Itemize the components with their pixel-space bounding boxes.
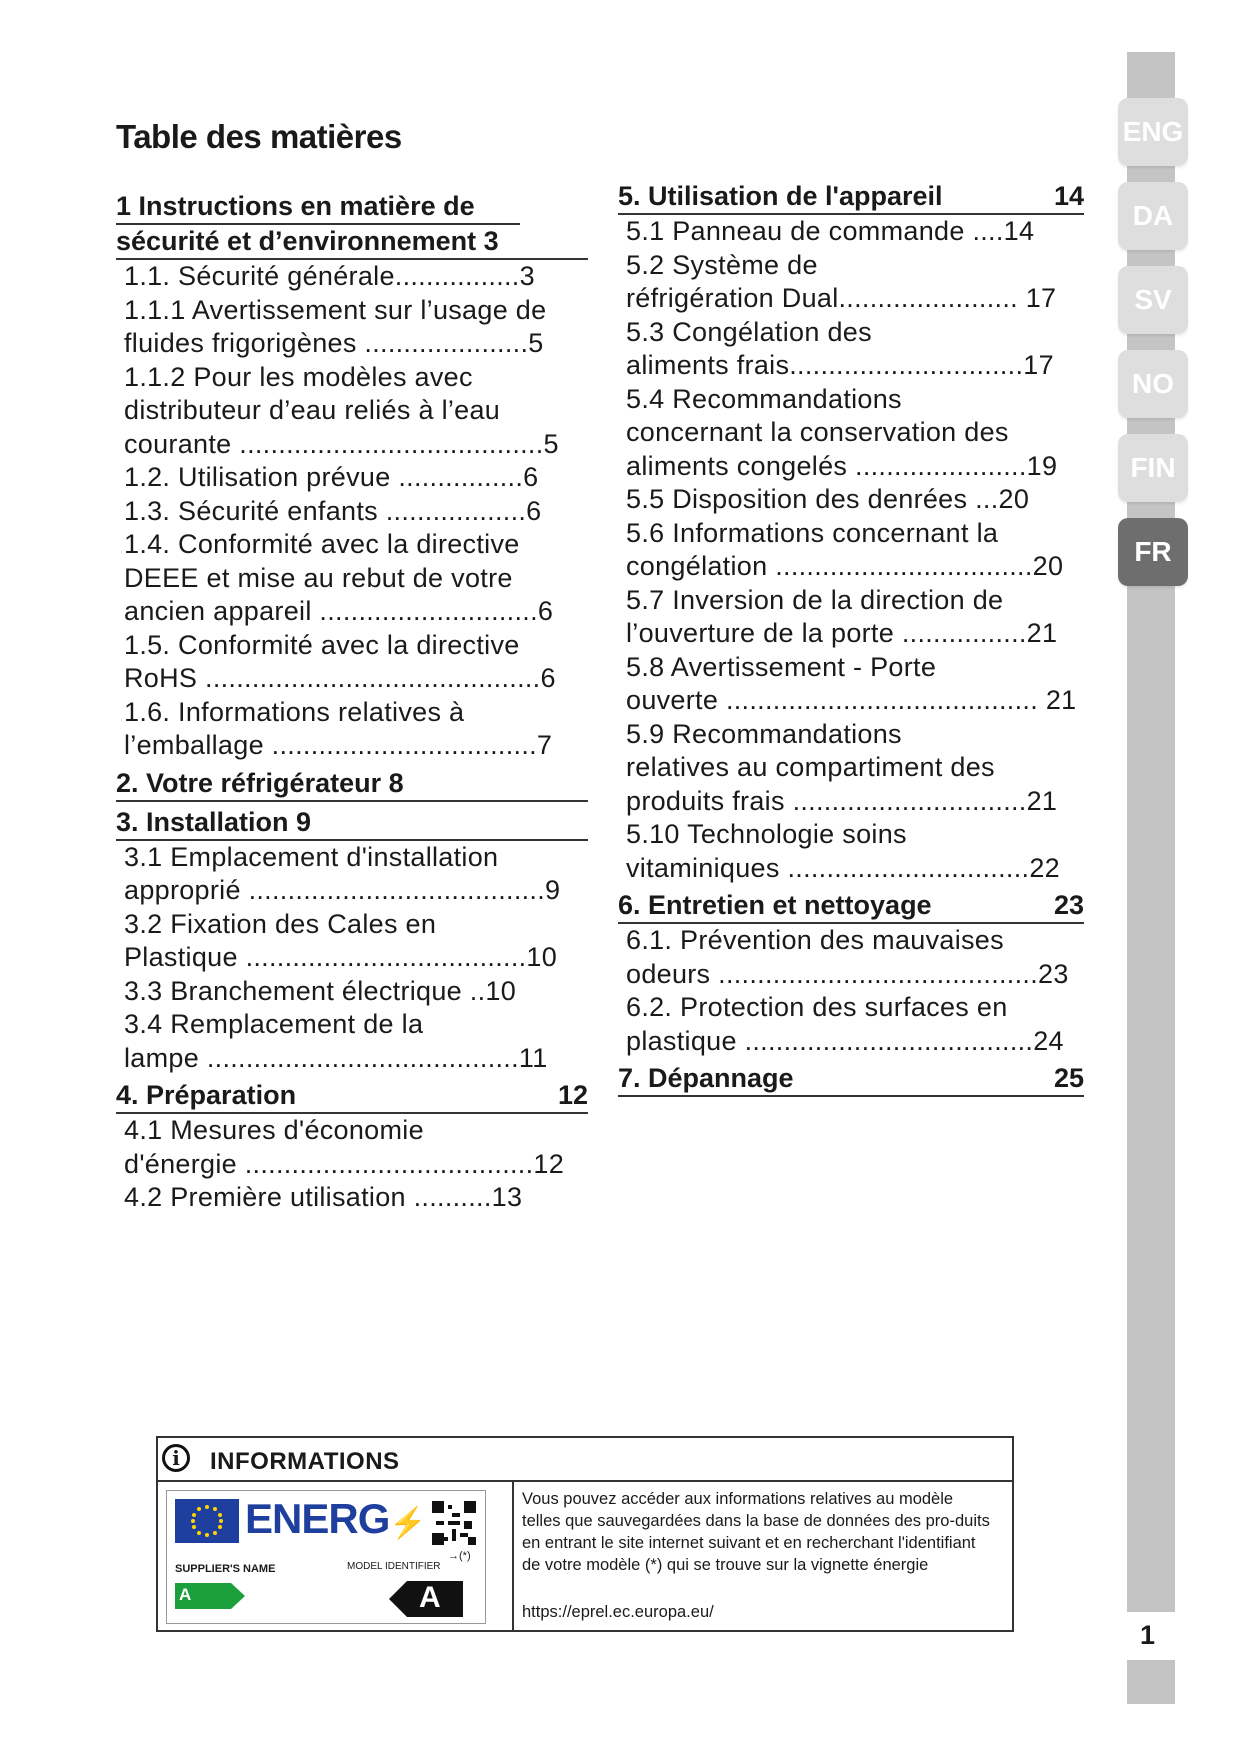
toc-right-column [618,176,1084,1097]
toc-entry[interactable]: 5.8 Avertissement - Porte [626,651,937,682]
toc-entry[interactable]: odeurs .........................................23 [626,958,1069,989]
info-header [158,1438,1012,1482]
energy-label-graphic [166,1490,486,1624]
toc-entry[interactable]: 5.9 Recommandations [626,718,902,749]
toc-entry[interactable]: 6.1. Prévention des mauvaises [626,925,1004,955]
toc-entry[interactable]: l’emballage ..................................7 [124,730,553,760]
toc-section-heading[interactable]: 1 Instructions en matière de [116,190,520,225]
energy-class-small: A [179,1585,192,1604]
toc-entry[interactable]: 1.2. Utilisation prévue ................6 [124,462,539,492]
toc-entry[interactable]: 1.5. Conformité avec la directive [124,629,520,660]
info-box [156,1436,1014,1632]
toc-section-heading[interactable] [618,889,1084,924]
toc-entry[interactable]: 5.5 Disposition des denrées ...20 [626,484,1030,514]
toc-entry[interactable]: 4.1 Mesures d'économie [124,1115,424,1145]
toc-entry[interactable]: 1.3. Sécurité enfants ..................6 [124,495,542,526]
toc-entry[interactable]: ancien appareil ............................6 [124,596,554,626]
toc-entry[interactable]: 5.7 Inversion de la direction de [626,584,1004,615]
page-number: 1 [1140,1620,1156,1650]
toc-entry[interactable]: 4.2 Première utilisation ..........13 [124,1182,523,1212]
energy-brand: ENERG⚡ [245,1495,426,1542]
toc-entry[interactable]: produits frais ..............................21 [626,785,1058,816]
info-divider [512,1482,514,1632]
toc-entry[interactable]: 1.4. Conformité avec la directive [124,529,520,559]
toc-section-label: 5. Utilisation de l'appareil [618,181,943,211]
toc-entry[interactable]: DEEE et mise au rebut de votre [124,562,513,593]
supplier-name-label: SUPPLIER'S NAME [175,1563,276,1575]
info-icon: i [162,1444,190,1472]
toc-section-label: 4. Préparation [116,1080,297,1110]
toc-entry[interactable]: relatives au compartiment des [626,752,995,782]
toc-entry[interactable]: l’ouverture de la porte ................21 [626,618,1058,648]
toc-section-heading[interactable] [116,767,588,802]
toc-section-page: 12 [557,1080,588,1110]
energy-class-big: A [419,1581,441,1614]
toc-entry[interactable]: 6.2. Protection des surfaces en [626,992,1008,1022]
toc-entry[interactable]: 1.1.2 Pour les modèles avec [124,361,473,392]
toc-left-column [116,190,588,1215]
info-description: Vous pouvez accéder aux informations relatives au modèle telles que sauvegardées dans la base de données des pro-duits en entrant le site internet suivant et en recherchant l'identifiant de votre modèle (*) qui se trouve sur la vignette énergie [522,1490,990,1574]
toc-entry[interactable]: 3.4 Remplacement de la [124,1009,424,1039]
toc-section-label: 6. Entretien et nettoyage [618,890,932,920]
toc-section-heading[interactable] [618,180,1084,215]
toc-entry[interactable]: 1.6. Informations relatives à [124,696,465,727]
toc-entry[interactable]: 1.1.1 Avertissement sur l’usage de [124,294,547,325]
toc-entry[interactable]: lampe ........................................11 [124,1042,548,1073]
language-tab-eng[interactable]: ENG [1118,98,1188,166]
eprel-link[interactable]: https://eprel.ec.europa.eu/ [522,1603,714,1621]
toc-section-heading[interactable] [116,1079,588,1114]
toc-section-label: 7. Dépannage [618,1063,794,1093]
model-identifier-label: MODEL IDENTIFIER [347,1561,441,1572]
toc-entry[interactable]: courante .......................................5 [124,428,559,459]
toc-entry[interactable]: vitaminiques ...............................22 [626,852,1060,883]
toc-section-label: 2. Votre réfrigérateur 8 [116,767,404,798]
toc-entry[interactable]: 5.1 Panneau de commande ....14 [626,216,1035,246]
toc-section-heading[interactable] [618,1062,1084,1097]
toc-entry[interactable]: 5.3 Congélation des [626,316,872,347]
language-tab-fin[interactable]: FIN [1118,434,1188,502]
toc-entry[interactable]: 3.3 Branchement électrique ..10 [124,975,517,1006]
model-star-marker: →(*) [448,1550,471,1562]
language-tab-no[interactable]: NO [1118,350,1188,418]
toc-entry[interactable]: plastique .....................................24 [626,1025,1064,1056]
toc-section-page: 23 [1053,890,1084,920]
language-tab-fr[interactable]: FR [1118,518,1188,586]
toc-entry[interactable]: d'énergie .....................................12 [124,1148,565,1179]
toc-entry[interactable]: approprié ......................................9 [124,875,561,905]
toc-entry[interactable]: 5.4 Recommandations [626,383,902,414]
toc-section-page: 14 [1053,181,1084,211]
toc-entry[interactable]: 5.10 Technologie soins [626,819,907,849]
toc-entry[interactable]: ouverte ........................................ 21 [626,685,1077,715]
toc-entry[interactable]: 3.2 Fixation des Cales en [124,908,437,939]
toc-section-label: 3. Installation 9 [116,806,312,837]
toc-entry[interactable]: Plastique ....................................10 [124,942,558,972]
toc-entry[interactable]: fluides frigorigènes .....................5 [124,328,544,358]
toc-entry[interactable]: distributeur d’eau reliés à l’eau [124,395,501,425]
toc-entry[interactable]: concernant la conservation des [626,417,1009,447]
toc-entry[interactable]: 3.1 Emplacement d'installation [124,841,499,872]
toc-section-page: 25 [1053,1063,1084,1093]
toc-entry[interactable]: réfrigération Dual....................... 17 [626,283,1057,313]
page-title: Table des matières [116,118,402,155]
toc-entry[interactable]: 5.2 Système de [626,249,818,280]
qr-code-icon [432,1501,476,1545]
toc-entry[interactable]: 5.6 Informations concernant la [626,517,999,548]
toc-entry[interactable]: aliments congelés ......................19 [626,450,1058,481]
sidebar-footer-block [1127,1660,1175,1704]
language-tab-sv[interactable]: SV [1118,266,1188,334]
toc-entry[interactable]: aliments frais..............................17 [626,350,1054,380]
toc-section-heading[interactable] [116,806,588,841]
language-tab-da[interactable]: DA [1118,182,1188,250]
toc-entry[interactable]: 1.1. Sécurité générale................3 [124,261,535,291]
toc-section-heading[interactable]: sécurité et d’environnement 3 [116,225,588,260]
toc-entry[interactable]: RoHS ...........................................6 [124,663,556,693]
eu-flag-icon [175,1499,239,1543]
toc-entry[interactable]: congélation .................................20 [626,551,1064,581]
info-title: INFORMATIONS [210,1448,400,1475]
